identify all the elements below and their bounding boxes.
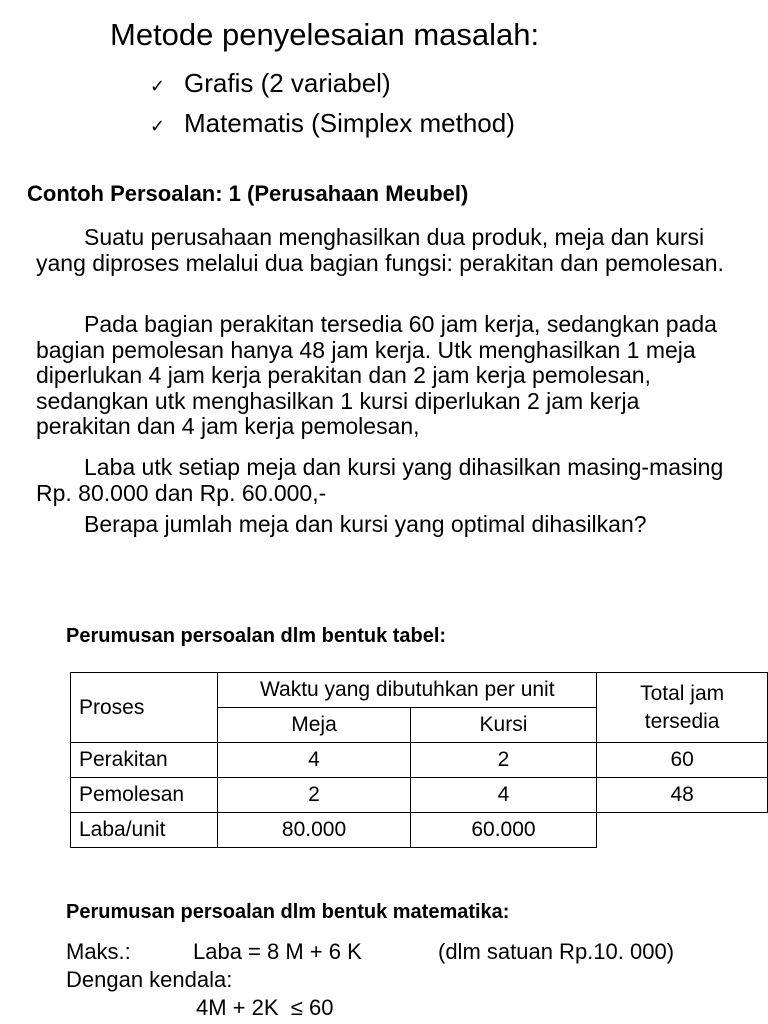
paragraph-profit	[36, 455, 736, 506]
row-process: Perakitan	[71, 743, 218, 778]
checkmark-icon: ✓	[150, 76, 166, 97]
paragraph-text: Suatu perusahaan menghasilkan dua produk, meja dan kursi yang diproses melalui dua bagian fungsi: perakitan dan pemolesan.	[36, 224, 724, 276]
paragraph-capacity	[36, 312, 736, 440]
formulation-table	[70, 672, 768, 848]
row-kursi: 4	[410, 778, 597, 813]
method-label: Grafis (2 variabel)	[184, 68, 391, 98]
table-row	[71, 778, 768, 813]
example-heading: Contoh Persoalan: 1 (Perusahaan Meubel)	[27, 181, 469, 206]
paragraph-intro	[36, 225, 736, 276]
constraint-label: Dengan kendala:	[66, 967, 233, 992]
method-item-mathematical	[150, 107, 515, 143]
header-process: Proses	[71, 673, 218, 743]
row-kursi: 2	[410, 743, 597, 778]
checkmark-icon: ✓	[150, 116, 166, 137]
table-row	[71, 813, 768, 848]
row-total-empty	[597, 813, 768, 848]
method-label: Matematis (Simplex method)	[184, 108, 515, 138]
math-heading: Perumusan persoalan dlm bentuk matematika:	[66, 901, 510, 923]
row-kursi: 60.000	[410, 813, 597, 848]
header-total-hours: Total jam tersedia	[597, 673, 768, 743]
paragraph-question	[36, 512, 736, 538]
paragraph-text: Laba utk setiap meja dan kursi yang dihasilkan masing-masing Rp. 80.000 dan Rp. 60.000,-	[36, 454, 724, 506]
row-total: 48	[597, 778, 768, 813]
header-meja: Meja	[218, 708, 410, 743]
page-title: Metode penyelesaian masalah:	[110, 17, 540, 52]
row-meja: 4	[218, 743, 410, 778]
table-row	[71, 743, 768, 778]
unit-note: (dlm satuan Rp.10. 000)	[438, 939, 675, 964]
row-meja: 80.000	[218, 813, 410, 848]
paragraph-text: Berapa jumlah meja dan kursi yang optimal dihasilkan?	[84, 511, 647, 537]
objective-label: Maks.:	[66, 939, 131, 964]
constraint-1: 4M + 2K ≤ 60	[196, 995, 334, 1020]
method-item-graphical	[150, 67, 391, 103]
header-kursi: Kursi	[410, 708, 597, 743]
row-process: Laba/unit	[71, 813, 218, 848]
objective-function: Laba = 8 M + 6 K	[193, 939, 362, 964]
header-time-per-unit: Waktu yang dibutuhkan per unit	[218, 673, 597, 708]
paragraph-text: Pada bagian perakitan tersedia 60 jam kerja, sedangkan pada bagian pemolesan hanya 48 jam kerja. Utk menghasilkan 1 meja diperlukan 4 jam kerja perakitan dan 2 jam kerja pemolesan, sedangkan utk menghasilkan 1 kursi diperlukan 2 jam kerja perakitan dan 4 jam kerja pemolesan,	[36, 311, 717, 439]
row-meja: 2	[218, 778, 410, 813]
row-total: 60	[597, 743, 768, 778]
row-process: Pemolesan	[71, 778, 218, 813]
table-heading: Perumusan persoalan dlm bentuk tabel:	[66, 625, 447, 647]
